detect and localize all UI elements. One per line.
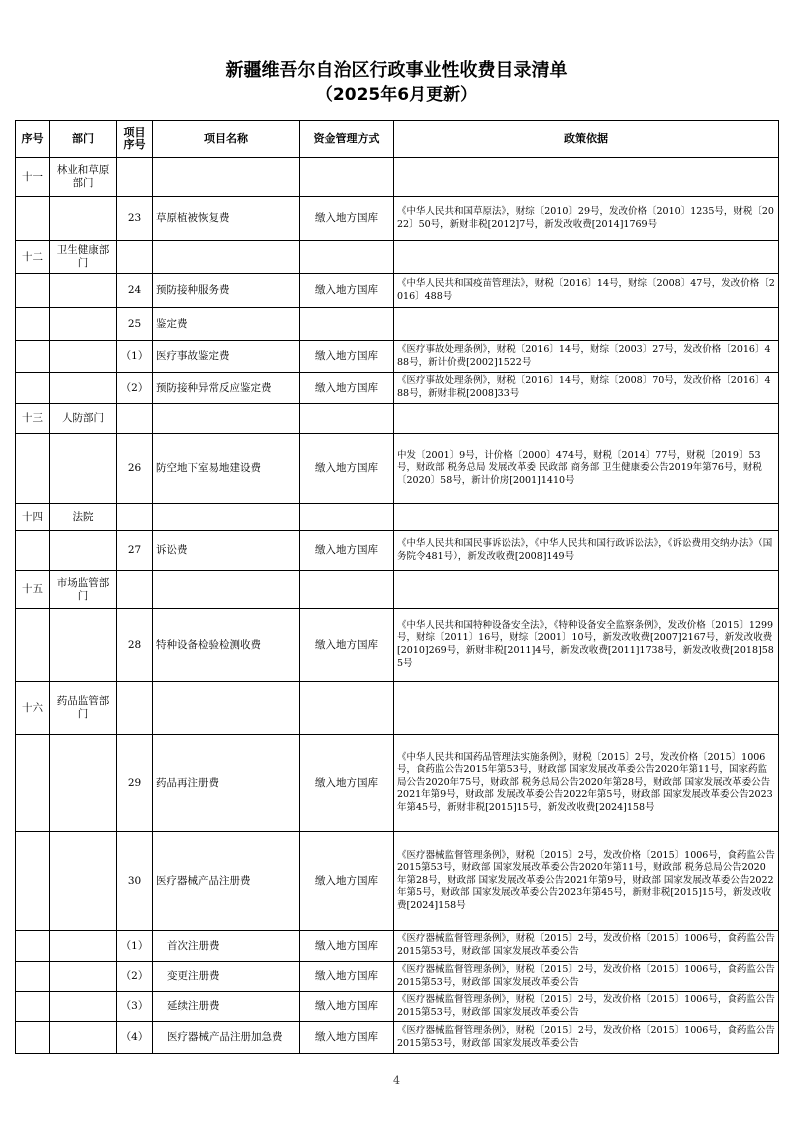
row-fund-mode [300,404,394,434]
row-fund-mode: 缴入地方国库 [300,735,394,832]
table-row [16,341,779,373]
table-row [16,992,779,1022]
row-dept [50,373,117,404]
row-dept [50,609,117,682]
row-seq [16,434,50,504]
row-policy: 《医疗器械监督管理条例》，财税〔2015〕2号，发改价格〔2015〕1006号，食药监公告2015第53号，财政部 国家发展改革委公告2020年第11号，财政部 税务总局公告2020年第28号，财政部 国家发展改革委公告2021年第9号，财政部 国家发展改革委公告2022年第5号，财政部 国家发展改革委公告2023年第45号，新财非税[2015]15号，新发改收费[2024]158号 [394,832,779,931]
row-dept [50,531,117,571]
row-seq: 十四 [16,504,50,531]
header-policy: 政策依据 [394,121,779,158]
row-fund-mode: 缴入地方国库 [300,531,394,571]
document-title: 新疆维吾尔自治区行政事业性收费目录清单 [225,60,568,81]
row-policy: 《中华人民共和国特种设备安全法》，《特种设备安全监察条例》，发改价格〔2015〕1299号，财综〔2011〕16号，财综〔2001〕10号，新发改收费[2007]2167号，新发改收费[2010]269号，新财非税[2011]4号，新发改收费[2011]1738号，新发改收费[2018]585号 [394,609,779,682]
row-item-name: 特种设备检验检测收费 [153,609,300,682]
row-seq [16,962,50,992]
row-item-no: （2） [117,373,153,404]
row-seq [16,373,50,404]
row-policy [394,241,779,274]
row-dept: 人防部门 [50,404,117,434]
row-policy [394,158,779,197]
row-item-name: 预防接种服务费 [153,274,300,308]
header-item-name: 项目名称 [153,121,300,158]
row-item-name: 变更注册费 [153,962,300,992]
row-fund-mode [300,571,394,609]
row-dept: 法院 [50,504,117,531]
row-item-name: 首次注册费 [153,931,300,962]
fee-table [15,120,779,1054]
row-item-no [117,571,153,609]
row-seq [16,274,50,308]
table-row [16,571,779,609]
row-policy [394,682,779,735]
row-item-no: 26 [117,434,153,504]
row-dept: 林业和草原部门 [50,158,117,197]
table-row [16,158,779,197]
row-item-no: 28 [117,609,153,682]
row-fund-mode: 缴入地方国库 [300,1022,394,1054]
row-policy: 《中华人民共和国疫苗管理法》，财税〔2016〕14号，财综〔2008〕47号，发改价格〔2016〕488号 [394,274,779,308]
row-fund-mode: 缴入地方国库 [300,832,394,931]
row-item-name: 医疗器械产品注册费 [153,832,300,931]
header-item-no: 项目 序号 [117,121,153,158]
row-item-name: 防空地下室易地建设费 [153,434,300,504]
row-seq [16,832,50,931]
table-row [16,504,779,531]
row-item-no: 30 [117,832,153,931]
row-policy [394,504,779,531]
row-item-no [117,404,153,434]
row-item-no [117,504,153,531]
row-seq [16,735,50,832]
row-seq: 十三 [16,404,50,434]
table-row [16,197,779,241]
row-dept: 卫生健康部门 [50,241,117,274]
row-policy [394,571,779,609]
row-fund-mode: 缴入地方国库 [300,373,394,404]
row-policy: 《中华人民共和国药品管理法实施条例》，财税〔2015〕2号，发改价格〔2015〕1006号，食药监公告2015年第53号，财政部 国家发展改革委公告2020年第11号，国家药监局公告2020年75号，财政部 税务总局公告2020年第28号，财政部 国家发展改革委公告2021年第9号，财政部 发展改革委公告2022年第5号，财政部 国家发展改革委公告2023年第45号，新财非税[2015]15号，新发改收费[2024]158号 [394,735,779,832]
row-fund-mode: 缴入地方国库 [300,609,394,682]
row-item-no: 25 [117,308,153,341]
row-fund-mode: 缴入地方国库 [300,931,394,962]
row-fund-mode [300,682,394,735]
row-fund-mode: 缴入地方国库 [300,992,394,1022]
row-item-no: （3） [117,992,153,1022]
row-fund-mode [300,158,394,197]
row-item-no [117,682,153,735]
row-item-no: （2） [117,962,153,992]
row-item-name: 鉴定费 [153,308,300,341]
header-seq: 序号 [16,121,50,158]
row-policy: 《中华人民共和国草原法》，财综〔2010〕29号，发改价格〔2010〕1235号，财税〔2022〕50号，新财非税[2012]7号，新发改收费[2014]1769号 [394,197,779,241]
row-dept [50,434,117,504]
row-dept: 药品监管部门 [50,682,117,735]
table-row [16,1022,779,1054]
row-item-name: 诉讼费 [153,531,300,571]
row-seq [16,992,50,1022]
row-fund-mode [300,308,394,341]
row-dept [50,735,117,832]
table-row [16,434,779,504]
row-seq: 十六 [16,682,50,735]
row-dept [50,992,117,1022]
table-row [16,609,779,682]
row-policy: 《医疗器械监督管理条例》，财税〔2015〕2号，发改价格〔2015〕1006号，食药监公告2015第53号，财政部 国家发展改革委公告 [394,962,779,992]
table-row [16,274,779,308]
table-row [16,373,779,404]
row-fund-mode [300,241,394,274]
table-row [16,832,779,931]
row-dept [50,274,117,308]
row-seq [16,197,50,241]
row-fund-mode: 缴入地方国库 [300,962,394,992]
row-item-no: （4） [117,1022,153,1054]
row-dept: 市场监管部门 [50,571,117,609]
table-row [16,682,779,735]
row-seq [16,341,50,373]
header-dept: 部门 [50,121,117,158]
row-seq [16,609,50,682]
row-policy: 《中华人民共和国民事诉讼法》，《中华人民共和国行政诉讼法》，《诉讼费用交纳办法》（国务院令481号），新发改收费[2008]149号 [394,531,779,571]
row-policy: 《医疗事故处理条例》，财税〔2016〕14号，财综〔2008〕70号，发改价格〔2016〕488号，新财非税[2008]33号 [394,373,779,404]
row-dept [50,832,117,931]
row-fund-mode: 缴入地方国库 [300,341,394,373]
row-seq: 十一 [16,158,50,197]
row-item-no [117,158,153,197]
table-row [16,404,779,434]
row-policy: 《医疗器械监督管理条例》，财税〔2015〕2号，发改价格〔2015〕1006号，食药监公告2015第53号，财政部 国家发展改革委公告 [394,992,779,1022]
row-seq [16,531,50,571]
row-policy: 《医疗事故处理条例》，财税〔2016〕14号，财综〔2003〕27号，发改价格〔2016〕488号，新计价费[2002]1522号 [394,341,779,373]
row-item-name [153,504,300,531]
row-dept [50,931,117,962]
row-item-name [153,158,300,197]
row-item-no: 29 [117,735,153,832]
table-row [16,531,779,571]
row-item-name: 延续注册费 [153,992,300,1022]
row-fund-mode [300,504,394,531]
table-row [16,962,779,992]
row-item-name [153,404,300,434]
table-row [16,735,779,832]
row-item-no: （1） [117,931,153,962]
row-item-name [153,571,300,609]
row-fund-mode: 缴入地方国库 [300,197,394,241]
row-policy: 《医疗器械监督管理条例》，财税〔2015〕2号，发改价格〔2015〕1006号，食药监公告2015第53号，财政部 国家发展改革委公告 [394,1022,779,1054]
table-row [16,308,779,341]
row-dept [50,197,117,241]
row-policy: 中发〔2001〕9号，计价格〔2000〕474号，财税〔2014〕77号，财税〔2019〕53号，财政部 税务总局 发展改革委 民政部 商务部 卫生健康委公告2019年第76号，财税〔2020〕58号，新计价房[2001]1410号 [394,434,779,504]
page-number: 4 [393,1074,400,1087]
row-fund-mode: 缴入地方国库 [300,274,394,308]
row-dept [50,962,117,992]
row-item-name: 医疗事故鉴定费 [153,341,300,373]
document-subtitle: （2025年6月更新） [315,85,478,105]
row-item-no: 23 [117,197,153,241]
row-policy: 《医疗器械监督管理条例》，财税〔2015〕2号，发改价格〔2015〕1006号，食药监公告2015第53号，财政部 国家发展改革委公告 [394,931,779,962]
table-header-row [16,121,779,158]
row-item-no: 24 [117,274,153,308]
row-seq: 十五 [16,571,50,609]
row-item-name: 草原植被恢复费 [153,197,300,241]
table-row [16,931,779,962]
row-seq [16,308,50,341]
row-dept [50,341,117,373]
header-fund-mode: 资金管理方式 [300,121,394,158]
row-seq [16,931,50,962]
row-item-name [153,682,300,735]
row-policy [394,308,779,341]
row-item-name [153,241,300,274]
row-dept [50,308,117,341]
row-item-no [117,241,153,274]
row-item-name: 医疗器械产品注册加急费 [153,1022,300,1054]
row-seq [16,1022,50,1054]
row-item-no: 27 [117,531,153,571]
row-item-no: （1） [117,341,153,373]
row-item-name: 药品再注册费 [153,735,300,832]
row-seq: 十二 [16,241,50,274]
row-fund-mode: 缴入地方国库 [300,434,394,504]
table-row [16,241,779,274]
row-policy [394,404,779,434]
row-dept [50,1022,117,1054]
row-item-name: 预防接种异常反应鉴定费 [153,373,300,404]
